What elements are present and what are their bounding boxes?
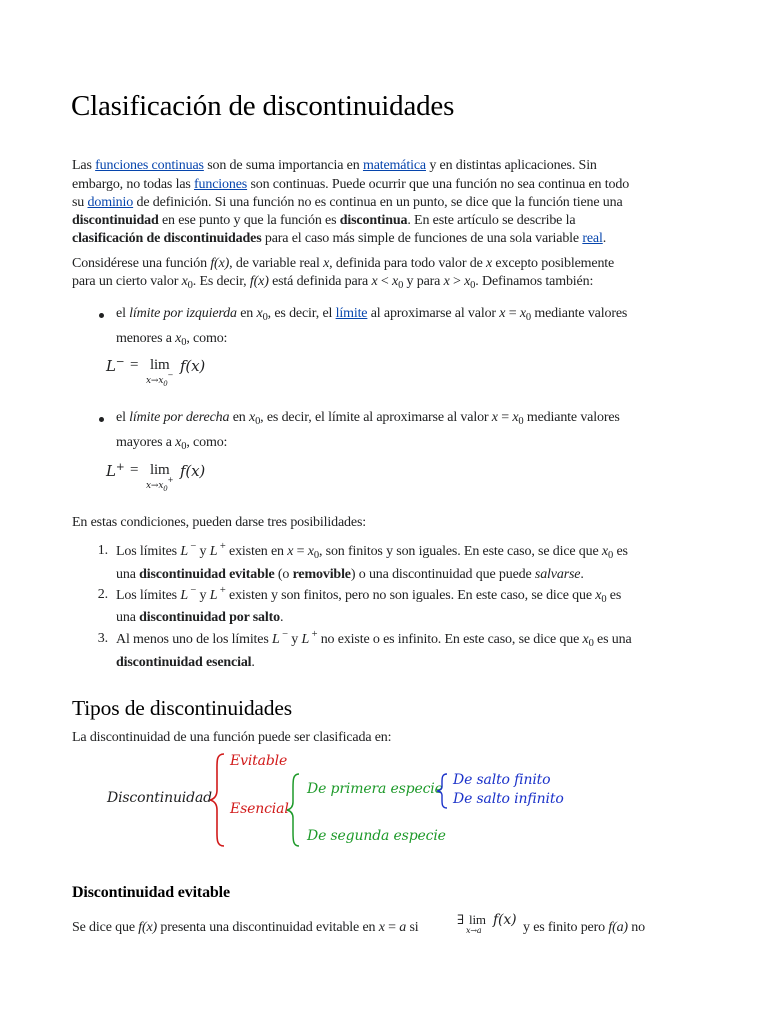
math-x: x [499, 306, 506, 321]
formula-rhs: f(x) [493, 912, 517, 928]
math-L: L [180, 588, 188, 603]
text: < [377, 274, 392, 289]
term-salvarse: salvarse [534, 567, 581, 582]
intro-line-3 [72, 194, 623, 212]
section-heading-tipos: Tipos de discontinuidades [72, 696, 293, 720]
intro-line-1 [72, 157, 597, 175]
bullet-line-1 [116, 305, 627, 323]
text: . [580, 567, 584, 582]
list-item-1-line-1 [116, 543, 628, 561]
intro-line-4 [72, 212, 575, 230]
text: y [196, 544, 210, 559]
text: presenta una discontinuidad evitable en [157, 920, 379, 935]
text: es [606, 588, 622, 603]
text: mayores a [116, 435, 176, 450]
text: son continuas. Puede ocurrir que una función no sea continua en todo [247, 177, 630, 192]
superscript: − [187, 585, 197, 596]
formula-rhs: f(x) [180, 357, 206, 375]
list-item-2-line-1 [116, 587, 621, 605]
math-L: L [209, 544, 218, 559]
text: excepto posiblemente [492, 256, 615, 271]
math-x: x [378, 920, 385, 935]
math-x: x [175, 435, 182, 450]
exists-symbol: ∃ [457, 912, 464, 927]
math-x: x [181, 274, 188, 289]
subscript: 0 [262, 312, 268, 323]
list-item-3-line-1 [116, 631, 632, 649]
text: es una [593, 632, 632, 647]
superscript: + [115, 461, 125, 473]
math-x: x [512, 410, 519, 425]
lim-subscript [146, 371, 174, 388]
math-x: x [464, 274, 471, 289]
formula-lhs [106, 462, 124, 480]
text: Los límites [116, 544, 181, 559]
subscript: 0 [181, 441, 187, 452]
link-dominio[interactable]: dominio [87, 195, 134, 210]
math-L: L [209, 588, 218, 603]
math-x: x [486, 256, 493, 271]
list-item-2-line-2 [116, 609, 283, 627]
math-a: a [399, 920, 407, 935]
bullet-dot [99, 313, 104, 318]
text: y es finito pero [523, 920, 609, 935]
text: , definida para todo valor de [329, 256, 486, 271]
link-funciones[interactable]: funciones [194, 177, 248, 192]
definition-line-2 [72, 273, 593, 291]
list-number: 3. [97, 631, 108, 646]
text: Considérese una función [72, 256, 211, 271]
math-L: L [301, 632, 310, 647]
math-x: x [582, 632, 589, 647]
text: Las [72, 158, 96, 173]
text: una [116, 567, 140, 582]
text: . [279, 610, 284, 625]
text: . En este artículo se describe la [407, 213, 576, 228]
text: su [72, 195, 88, 210]
blue-brace-icon [435, 772, 449, 810]
equals-sign: = [130, 462, 139, 478]
text: > [449, 274, 465, 289]
subscript: 0 [588, 638, 594, 649]
text: Se dice que [72, 920, 139, 935]
text: en ese punto y que la función es [158, 213, 340, 228]
text: , de variable real [229, 256, 324, 271]
text: x→x [146, 376, 164, 386]
formula-lhs [106, 357, 124, 375]
intro-line-2 [72, 176, 629, 194]
text: = [497, 410, 513, 425]
text: (o [274, 567, 293, 582]
math-x: x [595, 588, 602, 603]
text: una [116, 610, 140, 625]
intro-line-5 [72, 230, 606, 248]
node-salto-finito: De salto finito [453, 772, 551, 788]
term-limite-derecha: límite por derecha [129, 410, 230, 425]
term-discontinuidad: discontinuidad [72, 213, 159, 228]
evitable-definition-line [72, 919, 419, 937]
text: y [287, 632, 302, 647]
superscript: − [279, 629, 288, 640]
node-segunda-especie: De segunda especie [307, 828, 446, 844]
text: existen y son finitos, pero no son iguales. En este caso, se dice que [225, 588, 596, 603]
bullet-line-2 [116, 330, 227, 348]
page-title: Clasificación de discontinuidades [71, 90, 455, 122]
symbol-L: L [106, 357, 116, 375]
node-esencial: Esencial [230, 801, 289, 817]
text: mediante valores [531, 306, 628, 321]
list-item-3-line-2 [116, 654, 255, 672]
math-x: x [443, 274, 450, 289]
lim-operator: lim [150, 462, 170, 478]
text: menores a [116, 331, 176, 346]
text: . Es decir, [192, 274, 250, 289]
definition-line-1 [72, 255, 614, 273]
math-x: x [307, 544, 314, 559]
text: para un cierto valor [72, 274, 182, 289]
superscript: − [115, 356, 125, 368]
text: ) o una discontinuidad que puede [350, 567, 535, 582]
superscript: + [167, 476, 174, 484]
math-x: x [491, 410, 498, 425]
text: para el caso más simple de funciones de una sola variable [261, 231, 583, 246]
text: en [229, 410, 249, 425]
text: existen en [225, 544, 288, 559]
tipos-intro: La discontinuidad de una función puede ser clasificada en: [72, 730, 392, 745]
text: son de suma importancia en [203, 158, 363, 173]
lim-operator: lim [469, 912, 486, 927]
math-x: x [601, 544, 608, 559]
text: = [293, 544, 308, 559]
math-x: x [519, 306, 526, 321]
lim-subscript [146, 476, 174, 493]
text: , es decir, el límite al aproximarse al valor [260, 410, 492, 425]
subscript: 0 [313, 550, 319, 561]
equals-sign: = [130, 357, 139, 373]
math-x: x [287, 544, 294, 559]
node-salto-infinito: De salto infinito [453, 791, 564, 807]
red-brace-icon [208, 752, 228, 848]
superscript: + [217, 585, 226, 596]
subscript: 0 [181, 337, 187, 348]
text: , es decir, el [267, 306, 336, 321]
math-x: x [256, 306, 263, 321]
math-fx: f(x) [210, 256, 230, 271]
subscript: 0 [163, 485, 168, 493]
text: no existe o es infinito. En este caso, se dice que [317, 632, 583, 647]
text: si [406, 920, 419, 935]
text: , como: [186, 435, 228, 450]
section-heading-evitable: Discontinuidad evitable [72, 884, 230, 901]
term-discontinuidad-por-salto: discontinuidad por salto [139, 610, 280, 625]
superscript: − [187, 541, 197, 552]
subscript: 0 [518, 416, 524, 427]
text: . Definamos también: [475, 274, 594, 289]
link-matematica[interactable]: matemática [362, 158, 426, 173]
subscript: 0 [255, 416, 261, 427]
text: de definición. Si una función no es continua en un punto, se dice que la función tiene una [133, 195, 623, 210]
subscript: 0 [608, 550, 614, 561]
superscript: − [167, 371, 174, 379]
evitable-definition-line-end [523, 919, 645, 937]
text: = [505, 306, 520, 321]
text: mediante valores [523, 410, 620, 425]
text: el [116, 410, 130, 425]
text: es [613, 544, 628, 559]
lim-subscript: x→a [466, 926, 482, 935]
term-clasificacion: clasificación de discontinuidades [72, 231, 262, 246]
superscript: + [217, 541, 226, 552]
node-discontinuidad: Discontinuidad [107, 790, 212, 806]
text: Al menos uno de los límites [116, 632, 273, 647]
text: al aproximarse al valor [367, 306, 500, 321]
term-discontinua: discontinua [339, 213, 408, 228]
text: embargo, no todas las [72, 177, 195, 192]
text: Los límites [116, 588, 181, 603]
subscript: 0 [601, 594, 607, 605]
text: , como: [186, 331, 228, 346]
list-number: 2. [97, 587, 108, 602]
term-discontinuidad-evitable: discontinuidad evitable [139, 567, 275, 582]
bullet-line-2 [116, 434, 227, 452]
math-x: x [371, 274, 378, 289]
text: , son finitos y son iguales. En este caso, se dice que [318, 544, 602, 559]
term-removible: removible [292, 567, 351, 582]
list-item-1-line-2 [116, 566, 584, 584]
text: . [602, 231, 607, 246]
math-L: L [272, 632, 280, 647]
lim-operator: lim [150, 357, 170, 373]
math-x: x [175, 331, 182, 346]
text: está definida para [268, 274, 372, 289]
symbol-L: L [106, 462, 116, 480]
term-limite-izquierda: límite por izquierda [129, 306, 237, 321]
math-x: x [323, 256, 330, 271]
formula-rhs: f(x) [180, 462, 206, 480]
math-x: x [248, 410, 256, 425]
text: = [384, 920, 400, 935]
text: no [627, 920, 646, 935]
term-discontinuidad-esencial: discontinuidad esencial [116, 655, 252, 670]
math-fx: f(x) [249, 274, 269, 289]
subscript: 0 [398, 280, 404, 291]
conditions-text: En estas condiciones, pueden darse tres posibilidades: [72, 515, 366, 530]
link-limite[interactable]: límite [335, 306, 368, 321]
text: en [236, 306, 257, 321]
subscript: 0 [470, 280, 476, 291]
node-evitable: Evitable [230, 753, 288, 769]
math-fa: f(a) [608, 920, 628, 935]
text: x→x [146, 481, 164, 491]
list-number: 1. [97, 543, 108, 558]
link-funciones-continuas[interactable]: funciones continuas [95, 158, 204, 173]
subscript: 0 [525, 312, 532, 323]
subscript: 0 [187, 280, 193, 291]
math-L: L [180, 544, 188, 559]
text: . [251, 655, 255, 670]
math-fx: f(x) [138, 920, 158, 935]
text: el [116, 306, 130, 321]
superscript: + [309, 629, 318, 640]
node-primera-especie: De primera especie [307, 781, 443, 797]
link-real[interactable]: real [582, 231, 603, 246]
bullet-line-1 [116, 409, 620, 427]
green-brace-icon [285, 772, 303, 848]
math-x: x [391, 274, 399, 289]
bullet-dot [99, 417, 104, 422]
text: y [196, 588, 210, 603]
text: y en distintas aplicaciones. Sin [425, 158, 597, 173]
subscript: 0 [163, 380, 168, 388]
text: y para [403, 274, 444, 289]
